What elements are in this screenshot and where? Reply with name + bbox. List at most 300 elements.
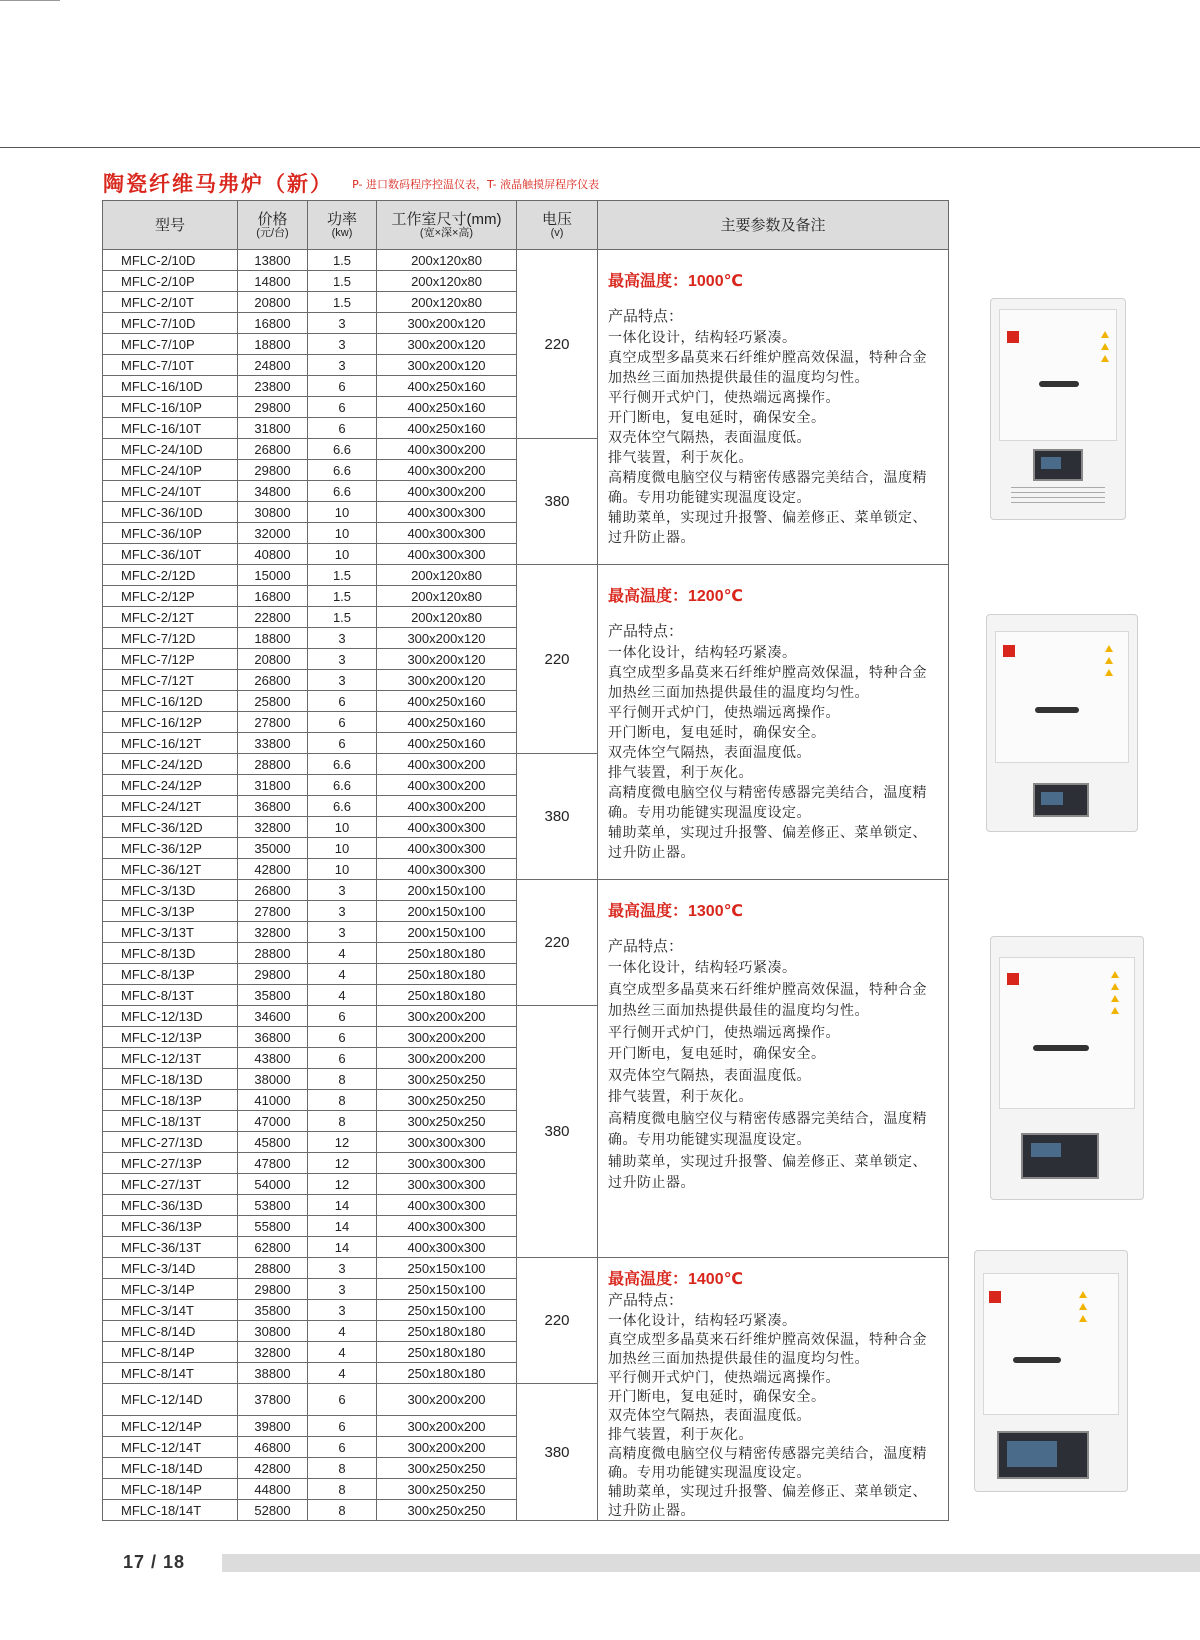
size-cell: 200x120x80	[377, 586, 517, 607]
size-cell: 400x300x200	[377, 796, 517, 817]
price-cell: 47800	[238, 1153, 308, 1174]
feature-item: 一体化设计，结构轻巧紧凑。	[608, 644, 797, 660]
feature-item: 高精度微电脑空仪与精密传感器完美结合，温度精确。专用功能键实现温度设定。	[608, 1445, 927, 1480]
power-cell: 14	[308, 1237, 377, 1258]
model-cell: MFLC-18/14P	[103, 1479, 238, 1500]
model-cell: MFLC-24/12P	[103, 775, 238, 796]
price-cell: 25800	[238, 691, 308, 712]
price-cell: 31800	[238, 418, 308, 439]
model-cell: MFLC-36/10P	[103, 523, 238, 544]
model-cell: MFLC-8/14D	[103, 1321, 238, 1342]
model-cell: MFLC-3/14D	[103, 1258, 238, 1279]
size-cell: 250x180x180	[377, 1363, 517, 1384]
voltage-cell: 380	[517, 1006, 598, 1258]
size-cell: 300x300x300	[377, 1174, 517, 1195]
size-cell: 300x250x250	[377, 1069, 517, 1090]
size-cell: 400x300x300	[377, 859, 517, 880]
size-cell: 400x300x200	[377, 439, 517, 460]
power-cell: 1.5	[308, 250, 377, 271]
model-cell: MFLC-18/13P	[103, 1090, 238, 1111]
model-cell: MFLC-16/10T	[103, 418, 238, 439]
power-cell: 4	[308, 1363, 377, 1384]
price-cell: 42800	[238, 859, 308, 880]
voltage-cell: 220	[517, 1258, 598, 1384]
model-cell: MFLC-2/12T	[103, 607, 238, 628]
feature-item: 开门断电，复电延时，确保安全。	[608, 1045, 826, 1061]
model-cell: MFLC-3/13D	[103, 880, 238, 901]
size-cell: 400x300x300	[377, 523, 517, 544]
power-cell: 8	[308, 1479, 377, 1500]
feature-item: 排气装置，利于灰化。	[608, 764, 753, 780]
feature-item: 真空成型多晶莫来石纤维炉膛高效保温，特种合金加热丝三面加热提供最佳的温度均匀性。	[608, 664, 927, 700]
model-cell: MFLC-24/10D	[103, 439, 238, 460]
power-cell: 6	[308, 1048, 377, 1069]
size-cell: 250x180x180	[377, 985, 517, 1006]
power-cell: 6	[308, 1384, 377, 1416]
size-cell: 250x150x100	[377, 1279, 517, 1300]
feature-item: 双壳体空气隔热，表面温度低。	[608, 1066, 811, 1083]
price-cell: 24800	[238, 355, 308, 376]
size-cell: 250x180x180	[377, 1321, 517, 1342]
model-cell: MFLC-7/12P	[103, 649, 238, 670]
price-cell: 20800	[238, 649, 308, 670]
model-cell: MFLC-12/13T	[103, 1048, 238, 1069]
power-cell: 1.5	[308, 586, 377, 607]
section-heading	[103, 168, 599, 196]
col-model: 型号	[103, 201, 238, 250]
power-cell: 6.6	[308, 775, 377, 796]
price-cell: 32000	[238, 523, 308, 544]
model-cell: MFLC-24/10T	[103, 481, 238, 502]
power-cell: 8	[308, 1090, 377, 1111]
price-cell: 28800	[238, 754, 308, 775]
feature-item: 平行侧开式炉门，使热端远离操作。	[608, 1023, 840, 1040]
model-cell: MFLC-12/14D	[103, 1384, 238, 1416]
table-row	[103, 565, 949, 586]
feature-item: 双壳体空气隔热，表面温度低。	[608, 1407, 811, 1423]
voltage-cell: 220	[517, 880, 598, 1006]
power-cell: 6	[308, 1006, 377, 1027]
price-cell: 33800	[238, 733, 308, 754]
model-cell: MFLC-24/10P	[103, 460, 238, 481]
size-cell: 300x200x120	[377, 670, 517, 691]
price-cell: 32800	[238, 817, 308, 838]
model-cell: MFLC-8/13D	[103, 943, 238, 964]
size-cell: 400x300x200	[377, 481, 517, 502]
power-cell: 3	[308, 313, 377, 334]
feature-item: 辅助菜单，实现过升报警、偏差修正、菜单锁定、过升防止器。	[608, 1152, 927, 1190]
model-cell: MFLC-12/14P	[103, 1416, 238, 1437]
power-cell: 3	[308, 649, 377, 670]
model-cell: MFLC-2/10P	[103, 271, 238, 292]
price-cell: 29800	[238, 964, 308, 985]
header-rule	[0, 147, 1200, 148]
model-cell: MFLC-36/13T	[103, 1237, 238, 1258]
size-cell: 300x200x120	[377, 334, 517, 355]
voltage-cell: 380	[517, 1384, 598, 1521]
price-cell: 36800	[238, 1027, 308, 1048]
max-temperature: 最高温度：1200℃	[608, 588, 743, 605]
power-cell: 8	[308, 1500, 377, 1521]
size-cell: 300x200x200	[377, 1006, 517, 1027]
size-cell: 300x200x120	[377, 355, 517, 376]
price-cell: 16800	[238, 586, 308, 607]
model-cell: MFLC-27/13P	[103, 1153, 238, 1174]
model-cell: MFLC-24/12T	[103, 796, 238, 817]
price-cell: 62800	[238, 1237, 308, 1258]
power-cell: 3	[308, 670, 377, 691]
size-cell: 250x150x100	[377, 1300, 517, 1321]
price-cell: 35800	[238, 985, 308, 1006]
max-temperature: 最高温度：1400℃	[608, 1271, 743, 1288]
model-cell: MFLC-7/10P	[103, 334, 238, 355]
size-cell: 200x120x80	[377, 250, 517, 271]
price-cell: 31800	[238, 775, 308, 796]
size-cell: 200x120x80	[377, 292, 517, 313]
size-cell: 400x300x300	[377, 1195, 517, 1216]
feature-item: 开门断电，复电延时，确保安全。	[608, 724, 826, 740]
power-cell: 6	[308, 397, 377, 418]
power-cell: 6	[308, 418, 377, 439]
power-cell: 6.6	[308, 460, 377, 481]
power-cell: 3	[308, 901, 377, 922]
col-voltage: 电压 (v)	[517, 201, 598, 250]
size-cell: 400x250x160	[377, 418, 517, 439]
feature-item: 辅助菜单，实现过升报警、偏差修正、菜单锁定、过升防止器。	[608, 1483, 927, 1518]
price-cell: 53800	[238, 1195, 308, 1216]
price-cell: 35800	[238, 1300, 308, 1321]
model-cell: MFLC-36/12P	[103, 838, 238, 859]
feature-item: 高精度微电脑空仪与精密传感器完美结合，温度精确。专用功能键实现温度设定。	[608, 784, 927, 820]
size-cell: 300x200x200	[377, 1027, 517, 1048]
model-cell: MFLC-2/12P	[103, 586, 238, 607]
max-temperature: 最高温度：1300℃	[608, 903, 743, 920]
power-cell: 10	[308, 838, 377, 859]
feature-item: 平行侧开式炉门，使热端远离操作。	[608, 389, 840, 405]
size-cell: 300x300x300	[377, 1132, 517, 1153]
price-cell: 26800	[238, 670, 308, 691]
model-cell: MFLC-2/10T	[103, 292, 238, 313]
model-cell: MFLC-12/14T	[103, 1437, 238, 1458]
section-title: 陶瓷纤维马弗炉（新）	[103, 172, 333, 196]
power-cell: 8	[308, 1458, 377, 1479]
power-cell: 12	[308, 1132, 377, 1153]
features-title: 产品特点：	[608, 1292, 684, 1309]
power-cell: 6	[308, 691, 377, 712]
price-cell: 42800	[238, 1458, 308, 1479]
power-cell: 1.5	[308, 607, 377, 628]
power-cell: 6.6	[308, 439, 377, 460]
feature-item: 双壳体空气隔热，表面温度低。	[608, 429, 811, 445]
model-cell: MFLC-16/12P	[103, 712, 238, 733]
voltage-cell: 380	[517, 754, 598, 880]
furnace-photo-1300	[990, 936, 1144, 1200]
power-cell: 6	[308, 1437, 377, 1458]
size-cell: 400x250x160	[377, 712, 517, 733]
size-cell: 400x250x160	[377, 376, 517, 397]
col-notes: 主要参数及备注	[598, 201, 949, 250]
model-cell: MFLC-27/13T	[103, 1174, 238, 1195]
price-cell: 15000	[238, 565, 308, 586]
model-cell: MFLC-16/12D	[103, 691, 238, 712]
price-cell: 23800	[238, 376, 308, 397]
price-cell: 36800	[238, 796, 308, 817]
price-cell: 29800	[238, 1279, 308, 1300]
size-cell: 200x150x100	[377, 880, 517, 901]
model-cell: MFLC-36/13D	[103, 1195, 238, 1216]
power-cell: 6	[308, 1027, 377, 1048]
model-cell: MFLC-8/14P	[103, 1342, 238, 1363]
notes-cell	[598, 565, 949, 880]
price-cell: 28800	[238, 1258, 308, 1279]
price-cell: 29800	[238, 460, 308, 481]
size-cell: 300x250x250	[377, 1458, 517, 1479]
model-cell: MFLC-8/13P	[103, 964, 238, 985]
voltage-cell: 220	[517, 250, 598, 439]
feature-item: 排气装置，利于灰化。	[608, 1088, 753, 1104]
feature-item: 开门断电，复电延时，确保安全。	[608, 1388, 826, 1404]
price-cell: 45800	[238, 1132, 308, 1153]
section-subtitle: P- 进口数码程序控温仪表，T- 液晶触摸屏程序仪表	[352, 178, 600, 191]
power-cell: 10	[308, 544, 377, 565]
power-cell: 8	[308, 1069, 377, 1090]
size-cell: 300x250x250	[377, 1111, 517, 1132]
notes-cell	[598, 250, 949, 565]
furnace-photo-1400	[974, 1250, 1128, 1492]
power-cell: 6	[308, 712, 377, 733]
power-cell: 6	[308, 1416, 377, 1437]
size-cell: 400x250x160	[377, 397, 517, 418]
model-cell: MFLC-36/10T	[103, 544, 238, 565]
price-cell: 18800	[238, 334, 308, 355]
spec-table	[102, 200, 949, 1521]
price-cell: 20800	[238, 292, 308, 313]
feature-item: 双壳体空气隔热，表面温度低。	[608, 744, 811, 760]
feature-item: 平行侧开式炉门，使热端远离操作。	[608, 1369, 840, 1385]
power-cell: 12	[308, 1153, 377, 1174]
power-cell: 4	[308, 1321, 377, 1342]
price-cell: 55800	[238, 1216, 308, 1237]
power-cell: 10	[308, 859, 377, 880]
feature-item: 高精度微电脑空仪与精密传感器完美结合，温度精确。专用功能键实现温度设定。	[608, 1109, 927, 1147]
price-cell: 13800	[238, 250, 308, 271]
power-cell: 6.6	[308, 754, 377, 775]
size-cell: 300x200x200	[377, 1384, 517, 1416]
price-cell: 35000	[238, 838, 308, 859]
power-cell: 3	[308, 334, 377, 355]
size-cell: 300x200x200	[377, 1437, 517, 1458]
size-cell: 200x150x100	[377, 901, 517, 922]
table-header-row	[103, 201, 949, 250]
size-cell: 400x300x300	[377, 502, 517, 523]
power-cell: 3	[308, 880, 377, 901]
price-cell: 43800	[238, 1048, 308, 1069]
col-power: 功率 (kw)	[308, 201, 377, 250]
model-cell: MFLC-16/10P	[103, 397, 238, 418]
price-cell: 27800	[238, 712, 308, 733]
power-cell: 1.5	[308, 271, 377, 292]
price-cell: 40800	[238, 544, 308, 565]
feature-item: 一体化设计，结构轻巧紧凑。	[608, 1312, 797, 1328]
power-cell: 4	[308, 1342, 377, 1363]
size-cell: 300x250x250	[377, 1479, 517, 1500]
price-cell: 41000	[238, 1090, 308, 1111]
feature-item: 平行侧开式炉门，使热端远离操作。	[608, 704, 840, 720]
power-cell: 4	[308, 964, 377, 985]
price-cell: 30800	[238, 502, 308, 523]
size-cell: 300x200x120	[377, 649, 517, 670]
table-row	[103, 250, 949, 271]
power-cell: 1.5	[308, 565, 377, 586]
furnace-photo-1200	[986, 614, 1138, 832]
power-cell: 3	[308, 1279, 377, 1300]
model-cell: MFLC-7/10T	[103, 355, 238, 376]
size-cell: 400x300x200	[377, 754, 517, 775]
model-cell: MFLC-7/12D	[103, 628, 238, 649]
price-cell: 47000	[238, 1111, 308, 1132]
power-cell: 8	[308, 1111, 377, 1132]
voltage-cell: 220	[517, 565, 598, 754]
size-cell: 300x200x200	[377, 1048, 517, 1069]
size-cell: 250x180x180	[377, 1342, 517, 1363]
power-cell: 6.6	[308, 796, 377, 817]
model-cell: MFLC-16/10D	[103, 376, 238, 397]
price-cell: 22800	[238, 607, 308, 628]
model-cell: MFLC-3/13P	[103, 901, 238, 922]
size-cell: 400x300x300	[377, 1216, 517, 1237]
feature-item: 开门断电，复电延时，确保安全。	[608, 409, 826, 425]
price-cell: 18800	[238, 628, 308, 649]
power-cell: 6	[308, 733, 377, 754]
feature-item: 一体化设计，结构轻巧紧凑。	[608, 329, 797, 345]
model-cell: MFLC-18/14D	[103, 1458, 238, 1479]
power-cell: 10	[308, 817, 377, 838]
model-cell: MFLC-36/12T	[103, 859, 238, 880]
features-title: 产品特点：	[608, 623, 684, 640]
feature-item: 辅助菜单，实现过升报警、偏差修正、菜单锁定、过升防止器。	[608, 824, 927, 860]
power-cell: 4	[308, 943, 377, 964]
power-cell: 10	[308, 523, 377, 544]
model-cell: MFLC-8/14T	[103, 1363, 238, 1384]
model-cell: MFLC-3/13T	[103, 922, 238, 943]
price-cell: 39800	[238, 1416, 308, 1437]
size-cell: 200x120x80	[377, 271, 517, 292]
size-cell: 300x250x250	[377, 1500, 517, 1521]
model-cell: MFLC-18/13D	[103, 1069, 238, 1090]
feature-item: 排气装置，利于灰化。	[608, 1426, 753, 1442]
col-size: 工作室尺寸(mm) (宽×深×高)	[377, 201, 517, 250]
footer-bar	[222, 1554, 1200, 1572]
power-cell: 1.5	[308, 292, 377, 313]
size-cell: 300x250x250	[377, 1090, 517, 1111]
notes-cell	[598, 1258, 949, 1521]
size-cell: 300x300x300	[377, 1153, 517, 1174]
feature-item: 真空成型多晶莫来石纤维炉膛高效保温，特种合金加热丝三面加热提供最佳的温度均匀性。	[608, 980, 927, 1018]
voltage-cell: 380	[517, 439, 598, 565]
price-cell: 30800	[238, 1321, 308, 1342]
table-row	[103, 1258, 949, 1279]
price-cell: 38000	[238, 1069, 308, 1090]
size-cell: 200x120x80	[377, 565, 517, 586]
price-cell: 34600	[238, 1006, 308, 1027]
size-cell: 250x180x180	[377, 943, 517, 964]
model-cell: MFLC-7/10D	[103, 313, 238, 334]
model-cell: MFLC-2/12D	[103, 565, 238, 586]
price-cell: 32800	[238, 922, 308, 943]
size-cell: 400x300x300	[377, 1237, 517, 1258]
power-cell: 3	[308, 1258, 377, 1279]
size-cell: 400x300x300	[377, 544, 517, 565]
feature-item: 真空成型多晶莫来石纤维炉膛高效保温，特种合金加热丝三面加热提供最佳的温度均匀性。	[608, 349, 927, 385]
size-cell: 300x200x120	[377, 313, 517, 334]
model-cell: MFLC-18/14T	[103, 1500, 238, 1521]
furnace-photo-1000	[990, 298, 1126, 520]
size-cell: 400x300x200	[377, 775, 517, 796]
model-cell: MFLC-12/13D	[103, 1006, 238, 1027]
feature-item: 排气装置，利于灰化。	[608, 449, 753, 465]
price-cell: 34800	[238, 481, 308, 502]
model-cell: MFLC-24/12D	[103, 754, 238, 775]
model-cell: MFLC-18/13T	[103, 1111, 238, 1132]
power-cell: 3	[308, 355, 377, 376]
model-cell: MFLC-16/12T	[103, 733, 238, 754]
power-cell: 3	[308, 1300, 377, 1321]
model-cell: MFLC-27/13D	[103, 1132, 238, 1153]
price-cell: 14800	[238, 271, 308, 292]
power-cell: 14	[308, 1195, 377, 1216]
size-cell: 400x300x200	[377, 460, 517, 481]
size-cell: 250x180x180	[377, 964, 517, 985]
size-cell: 300x200x200	[377, 1416, 517, 1437]
power-cell: 3	[308, 628, 377, 649]
page-number: 17 / 18	[123, 1552, 186, 1572]
price-cell: 52800	[238, 1500, 308, 1521]
size-cell: 400x250x160	[377, 691, 517, 712]
feature-item: 真空成型多晶莫来石纤维炉膛高效保温，特种合金加热丝三面加热提供最佳的温度均匀性。	[608, 1331, 927, 1366]
feature-item: 辅助菜单，实现过升报警、偏差修正、菜单锁定、过升防止器。	[608, 509, 927, 545]
price-cell: 29800	[238, 397, 308, 418]
price-cell: 26800	[238, 439, 308, 460]
power-cell: 3	[308, 922, 377, 943]
size-cell: 200x120x80	[377, 607, 517, 628]
crop-mark	[0, 0, 60, 1]
price-cell: 44800	[238, 1479, 308, 1500]
features-title: 产品特点：	[608, 308, 684, 325]
power-cell: 10	[308, 502, 377, 523]
price-cell: 54000	[238, 1174, 308, 1195]
size-cell: 400x250x160	[377, 733, 517, 754]
price-cell: 46800	[238, 1437, 308, 1458]
model-cell: MFLC-12/13P	[103, 1027, 238, 1048]
notes-cell	[598, 880, 949, 1258]
size-cell: 250x150x100	[377, 1258, 517, 1279]
price-cell: 38800	[238, 1363, 308, 1384]
power-cell: 14	[308, 1216, 377, 1237]
price-cell: 26800	[238, 880, 308, 901]
col-price: 价格 (元/台)	[238, 201, 308, 250]
model-cell: MFLC-36/13P	[103, 1216, 238, 1237]
model-cell: MFLC-2/10D	[103, 250, 238, 271]
price-cell: 32800	[238, 1342, 308, 1363]
table-row	[103, 880, 949, 901]
max-temperature: 最高温度：1000℃	[608, 273, 743, 290]
price-cell: 28800	[238, 943, 308, 964]
model-cell: MFLC-36/10D	[103, 502, 238, 523]
model-cell: MFLC-3/14T	[103, 1300, 238, 1321]
size-cell: 300x200x120	[377, 628, 517, 649]
model-cell: MFLC-8/13T	[103, 985, 238, 1006]
spec-table-body	[103, 250, 949, 1521]
